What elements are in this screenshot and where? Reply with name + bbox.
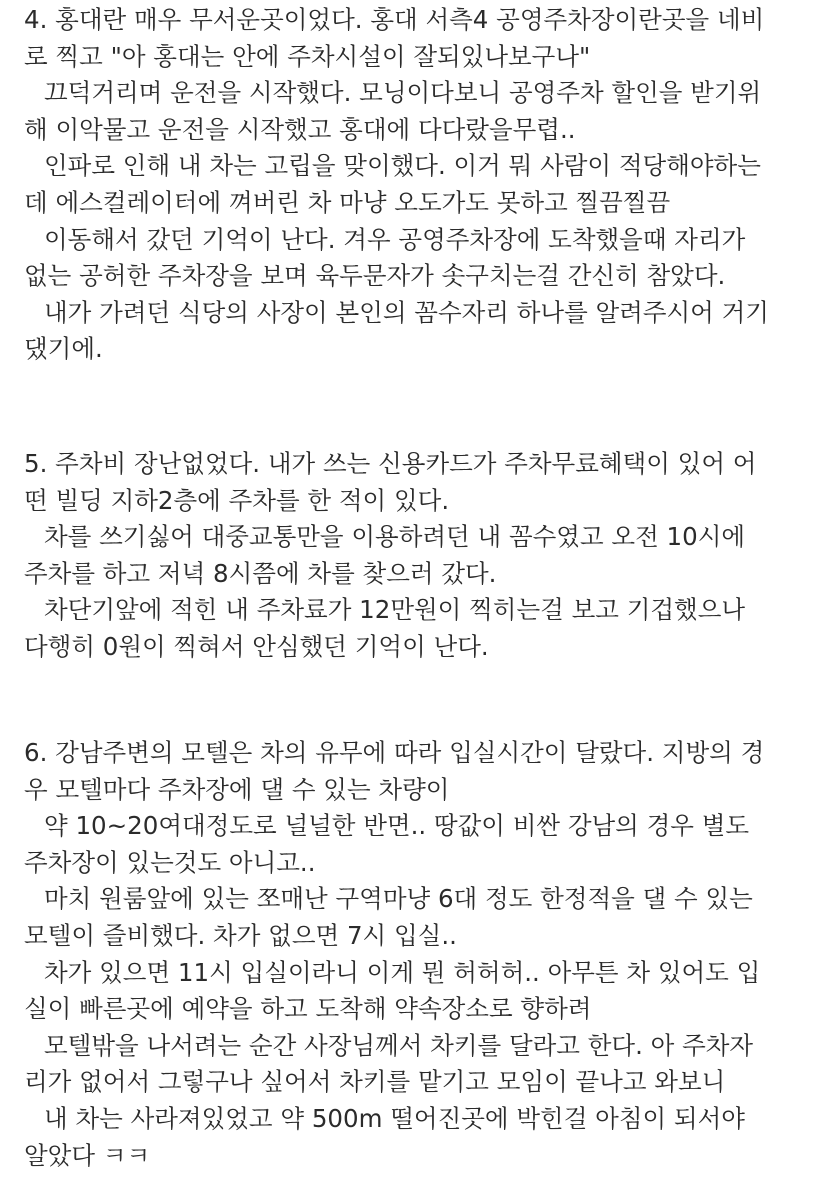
section-4-parking-hongdae [24,2,814,368]
text-line: 차를 쓰기싫어 대중교통만을 이용하려던 내 꼼수였고 오전 10시에 [44,522,746,552]
text-line: 로 찍고 "아 홍대는 안에 주차시설이 잘되있나보구나" [24,41,591,71]
text-line: 이동해서 갔던 기억이 난다. 겨우 공영주차장에 도착했을때 자리가 [44,224,746,254]
text-line: 마치 원룸앞에 있는 쪼매난 구역마냥 6대 정도 한정적을 댈 수 있는 [44,884,753,914]
text-line: 내 차는 사라져있었고 약 500m 떨어진곳에 박힌걸 아침이 되서야 [44,1103,745,1133]
text-line: 인파로 인해 내 차는 고립을 맞이했다. 이거 뭐 사람이 적당해야하는 [44,151,761,181]
text-line: 해 이악물고 운전을 시작했고 홍대에 다다랐을무렵.. [24,114,576,144]
text-line: 댔기에. [24,334,103,364]
text-line: 데 에스컬레이터에 껴버린 차 마냥 오도가도 못하고 찔끔찔끔 [24,187,671,217]
text-line: 실이 빠른곳에 예약을 하고 도착해 약속장소로 향하려 [24,994,592,1024]
text-line: 약 10~20여대정도로 널널한 반면.. 땅값이 비싼 강남의 경우 별도 [44,811,750,841]
text-line: 주차를 하고 저녁 8시쯤에 차를 찾으러 갔다. [24,558,497,588]
text-line: 끄덕거리며 운전을 시작했다. 모닝이다보니 공영주차 할인을 받기위 [44,78,762,108]
text-line: 리가 없어서 그렇구나 싶어서 차키를 맡기고 모임이 끝나고 와보니 [24,1067,726,1097]
text-line: 주차장이 있는것도 아니고.. [24,847,316,877]
text-line: 차가 있으면 11시 입실이라니 이게 뭔 허허허.. 아무튼 차 있어도 입 [44,957,761,987]
text-line: 알았다 ㅋㅋ [24,1140,151,1170]
text-line: 없는 공허한 주차장을 보며 육두문자가 솟구치는걸 간신히 참았다. [24,261,726,291]
section-6-gangnam-motel [24,735,814,1174]
text-line: 다행히 0원이 찍혀서 안심했던 기억이 난다. [24,631,489,661]
text-line: 내가 가려던 식당의 사장이 본인의 꼼수자리 하나를 알려주시어 거기 [44,297,769,327]
text-line: 모텔이 즐비했다. 차가 없으면 7시 입실.. [24,920,457,950]
text-line: 차단기앞에 적힌 내 주차료가 12만원이 찍히는걸 보고 기겁했으나 [44,595,746,625]
text-line: 6. 강남주변의 모텔은 차의 유무에 따라 입실시간이 달랐다. 지방의 경 [24,738,765,767]
section-5-parking-fee [24,446,814,666]
text-line: 떤 빌딩 지하2층에 주차를 한 적이 있다. [24,485,450,515]
text-line: 4. 홍대란 매우 무서운곳이었다. 홍대 서측4 공영주차장이란곳을 네비 [24,5,765,34]
text-line: 5. 주차비 장난없었다. 내가 쓰는 신용카드가 주차무료혜택이 있어 어 [24,449,757,478]
text-line: 모텔밖을 나서려는 순간 사장님께서 차키를 달라고 한다. 아 주차자 [44,1030,754,1060]
text-line: 우 모텔마다 주차장에 댈 수 있는 차량이 [24,774,450,804]
